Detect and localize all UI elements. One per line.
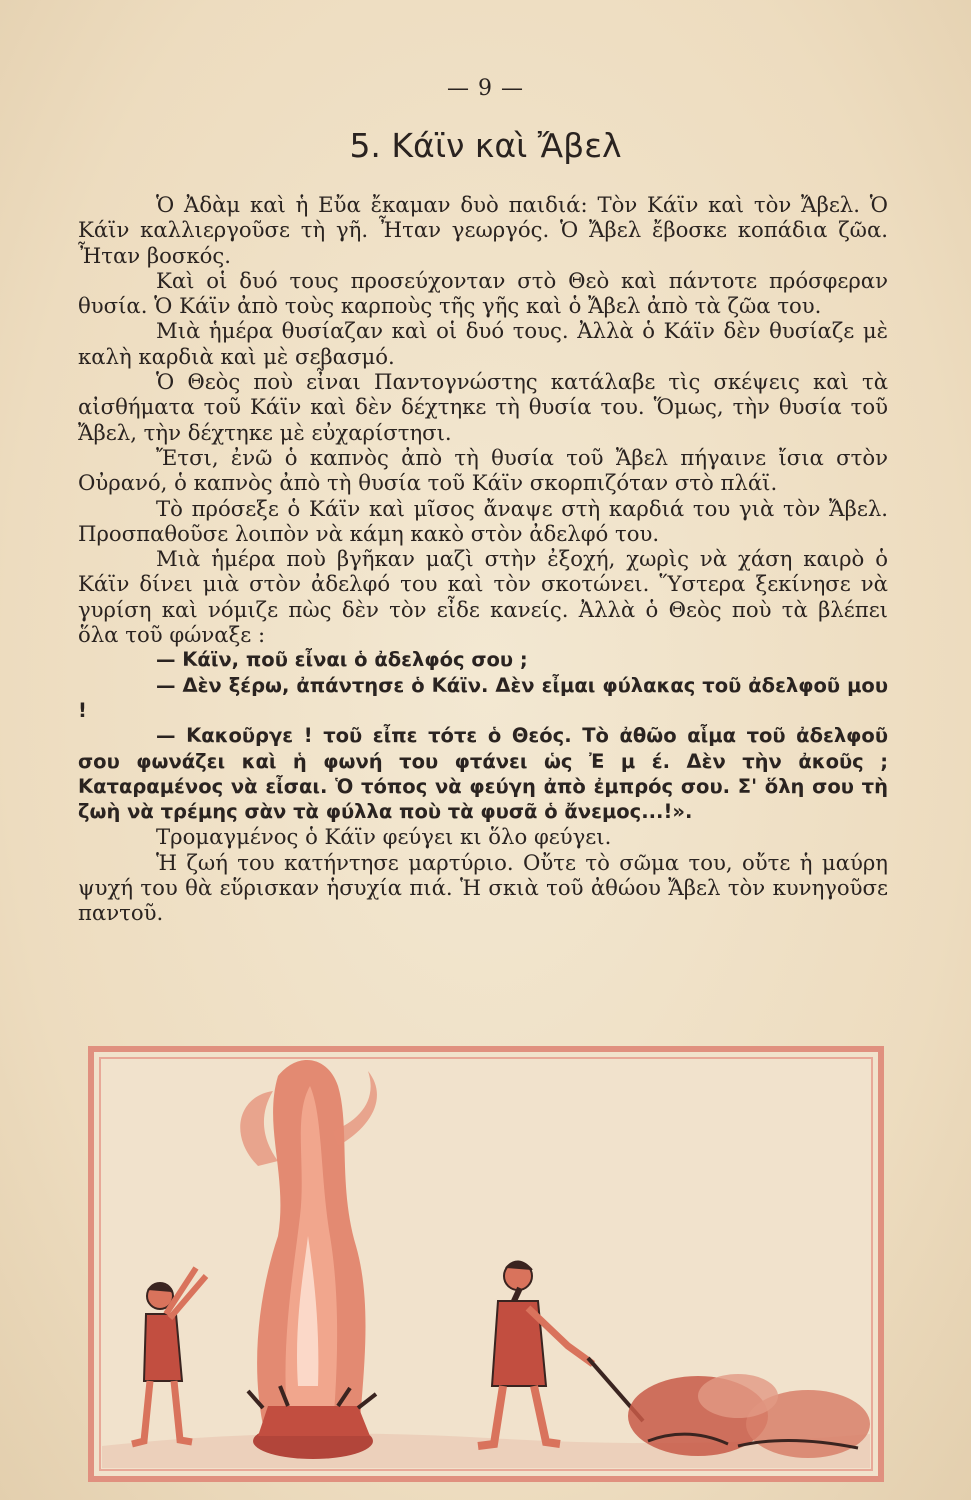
paragraph-5: Ἔτσι, ἐνῶ ὁ καπνὸς ἀπὸ τὴ θυσία τοῦ Ἄβελ πήγαινε ἴσια στὸν Οὐρανό, ὁ καπνὸς ἀπὸ τὴ θυσία τοῦ Κάϊν σκορπιζόταν στὸ πλάϊ. [78, 444, 888, 496]
chapter-title: 5. Κάϊν καὶ Ἄβελ [349, 126, 622, 165]
paragraph-6: Τὸ πρόσεξε ὁ Κάϊν καὶ μῖσος ἄναψε στὴ καρδιά του γιὰ τὸν Ἄβελ. Προσπαθοῦσε λοιπὸν νὰ κάμη κακὸ στὸν ἀδελφό του. [78, 495, 888, 546]
paragraph-8: Τρομαγμένος ὁ Κάϊν φεύγει κι ὅλο φεύγει. [156, 824, 612, 850]
paragraph-3: Μιὰ ἡμέρα θυσίαζαν καὶ οἱ δυό τους. Ἀλλὰ ὁ Κάϊν δὲν θυσίαζε μὲ καλὴ καρδιὰ καὶ μὲ σεβασμό. [78, 318, 888, 369]
paragraph-9: Ἡ ζωή του κατήντησε μαρτύριο. Οὔτε τὸ σῶμα του, οὔτε ἡ μαύρη ψυχή του θὰ εὕρισκαν ἡσυχία πιά. Ἡ σκιὰ τοῦ ἀθώου Ἄβελ τὸν κυνηγοῦσε παντοῦ. [78, 849, 888, 926]
paragraph-2: Καὶ οἱ δυό τους προσεύχονταν στὸ Θεὸ καὶ πάντοτε πρόσφεραν θυσία. Ὁ Κάϊν ἀπὸ τοὺς καρποὺς τῆς γῆς καὶ ὁ Ἄβελ ἀπὸ τὰ ζῶα του. [78, 267, 888, 319]
paragraph-1: Ὁ Ἀδὰμ καὶ ἡ Εὔα ἔκαμαν δυὸ παιδιά: Τὸν Κάϊν καὶ τὸν Ἄβελ. Ὁ Κάϊν καλλιεργοῦσε τὴ γῆ. Ἦταν γεωργός. Ὁ Ἄβελ ἔβοσκε κοπάδια ζῶα. Ἦταν βοσκός. [78, 192, 888, 268]
paragraph-4: Ὁ Θεὸς ποὺ εἶναι Παντογνώστης κατάλαβε τὶς σκέψεις καὶ τὰ αἰσθήματα τοῦ Κάϊν καὶ δὲν δέχτηκε τὴ θυσία του. Ὅμως, τὴν θυσία τοῦ Ἄβελ, τὴν δέχτηκε μὲ εὐχαρίστησι. [78, 369, 888, 445]
dialogue-line-3: — Κακοῦργε ! τοῦ εἶπε τότε ὁ Θεός. Τὸ ἀθῶο αἷμα τοῦ ἀδελφοῦ σου φωνάζει καὶ ἡ φωνή του φτάνει ὡς Ἐ μ έ. Δὲν τὴν ἀκοῦς ; Καταραμένος νὰ εἶσαι. Ὁ τόπος νὰ φεύγη ἀπὸ ἐμπρός σου. Σ' ὅλη σου τὴ ζωὴ νὰ τρέμης σὰν τὰ φύλλα ποὺ τὰ φυσᾶ ὁ ἄνεμος...!». [78, 724, 888, 824]
body-text [78, 192, 888, 926]
cain-abel-illustration [88, 1046, 884, 1482]
dialogue-line-1: — Κάϊν, ποῦ εἶναι ὁ ἀδελφός σου ; [156, 648, 528, 672]
paragraph-7: Μιὰ ἡμέρα ποὺ βγῆκαν μαζὶ στὴν ἐξοχή, χωρὶς νὰ χάση καιρὸ ὁ Κάϊν δίνει μιὰ στὸν ἀδελφό του καὶ τὸν σκοτώνει. Ὕστερα ξεκίνησε νὰ γυρίση καὶ νόμιζε πὼς δὲν τὸν εἶδε κανείς. Ἀλλὰ ὁ Θεὸς ποὺ τὰ βλέπει ὅλα τοῦ φώναξε : [78, 546, 888, 648]
page-number: — 9 — [447, 76, 524, 101]
dialogue-line-2: — Δὲν ξέρω, ἀπάντησε ὁ Κάϊν. Δὲν εἶμαι φύλακας τοῦ ἀδελφοῦ μου ! [78, 673, 888, 722]
